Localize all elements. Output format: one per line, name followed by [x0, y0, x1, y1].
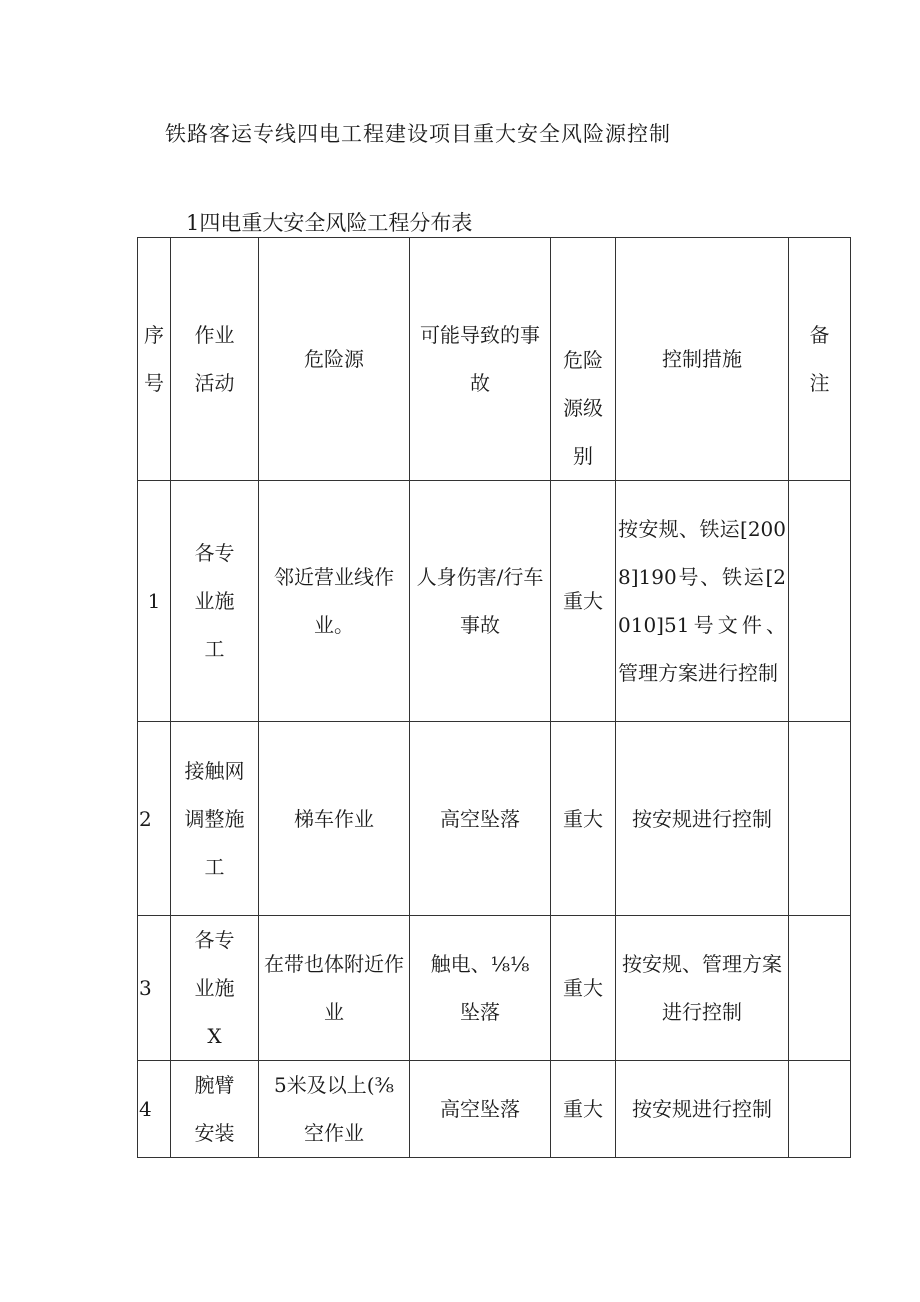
row-accident: 高空坠落: [410, 722, 551, 916]
row-remarks: [789, 722, 851, 916]
row-activity: 接触网调整施工: [171, 722, 259, 916]
row-measures: 按安规进行控制: [616, 722, 789, 916]
document-title: 铁路客运专线四电工程建设项目重大安全风险源控制: [165, 122, 671, 146]
row-accident: 触电、⅛⅛坠落: [410, 916, 551, 1061]
header-measures: 控制措施: [616, 238, 789, 481]
header-remarks: 备注: [789, 238, 851, 481]
row-index: 3: [138, 916, 171, 1061]
row-remarks: [789, 1061, 851, 1158]
table-row: [138, 722, 851, 916]
row-hazard: 邻近营业线作业。: [259, 481, 410, 722]
risk-distribution-table: [137, 237, 851, 1158]
row-accident: 高空坠落: [410, 1061, 551, 1158]
row-accident: 人身伤害/行车事故: [410, 481, 551, 722]
row-hazard: 5米及以上(⅜空作业: [259, 1061, 410, 1158]
row-hazard: 在带也体附近作业: [259, 916, 410, 1061]
row-measures: 按安规进行控制: [616, 1061, 789, 1158]
header-accident: 可能导致的事故: [410, 238, 551, 481]
row-activity: 各专业施X: [171, 916, 259, 1061]
header-index: 序号: [138, 238, 171, 481]
row-remarks: [789, 916, 851, 1061]
row-remarks: [789, 481, 851, 722]
header-hazard: 危险源: [259, 238, 410, 481]
table-caption: 1四电重大安全风险工程分布表: [186, 211, 473, 235]
row-level: 重大: [551, 916, 616, 1061]
header-level: 危险源级别: [551, 238, 616, 481]
row-hazard: 梯车作业: [259, 722, 410, 916]
table-row: [138, 1061, 851, 1158]
row-measures: 按安规、铁运[2008]190号、铁运[2010]51号文件、管理方案进行控制: [616, 481, 789, 722]
row-level: 重大: [551, 1061, 616, 1158]
row-level: 重大: [551, 481, 616, 722]
row-activity: 各专业施工: [171, 481, 259, 722]
table-row: [138, 916, 851, 1061]
row-activity: 腕臂安装: [171, 1061, 259, 1158]
table-header-row: [138, 238, 851, 481]
row-index: 2: [138, 722, 171, 916]
table-row: [138, 481, 851, 722]
row-index: 4: [138, 1061, 171, 1158]
row-measures: 按安规、管理方案进行控制: [616, 916, 789, 1061]
header-activity: 作业活动: [171, 238, 259, 481]
row-index: 1: [138, 481, 171, 722]
row-level: 重大: [551, 722, 616, 916]
